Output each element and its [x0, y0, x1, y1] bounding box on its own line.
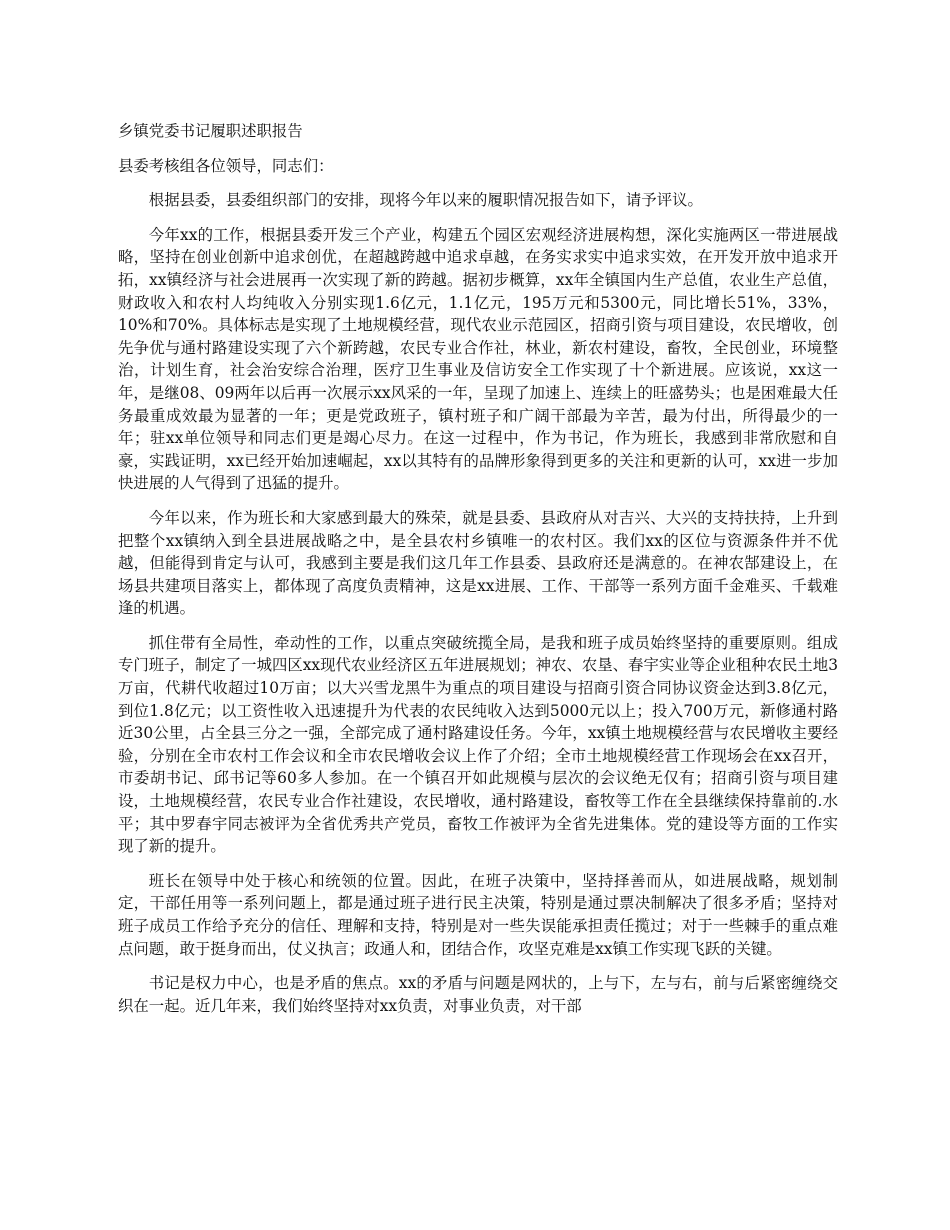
paragraph-intro: 根据县委，县委组织部门的安排，现将今年以来的履职情况报告如下，请予评议。	[148, 191, 703, 210]
salutation: 县委考核组各位领导，同志们：	[118, 156, 334, 175]
document-title: 乡镇党委书记履职述职报告	[118, 122, 303, 140]
paragraph-honor: 今年以来，作为班长和大家感到最大的殊荣，就是县委、县政府从对吉兴、大兴的支持扶持，上升到把整个xx镇纳入到全县进展战略之中，是全县农村乡镇唯一的农村区。我们xx的区位与资源条件并不优越，但能得到肯定与认可，我感到主要是我们这几年工作县委、县政府还是满意的。在神农郜建设上，在场县共建项目落实上，都体现了高度负责精神，这是xx进展、工作、干部等一系列方面千金难买、千载难逢的机遇。	[118, 508, 838, 618]
paragraph-conflicts: 书记是权力中心，也是矛盾的焦点。xx的矛盾与问题是网状的，上与下，左与右，前与后紧密缠绕交织在一起。近几年来，我们始终坚持对xx负责，对事业负责，对干部	[118, 974, 838, 1015]
paragraph-achievements: 今年xx的工作，根据县委开发三个产业，构建五个园区宏观经济进展构想，深化实施两区一带进展战略，坚持在创业创新中追求创优，在超越跨越中追求卓越，在务实求实中追求实效，在开发开放中追求开拓，xx镇经济与社会进展再一次实现了新的跨越。据初步概算，xx年全镇国内生产总值，农业生产总值，财政收入和农村人均纯收入分别实现1.6亿元，1.1亿元，195万元和5300元，同比增长51%，33%，10%和70%。具体标志是实现了土地规模经营，现代农业示范园区，招商引资与项目建设，农民增收，创先争优与通村路建设实现了六个新跨越，农民专业合作社，林业，新农村建设，畜牧，全民创业，环境整治，计划生育，社会治安综合治理，医疗卫生事业及信访安全工作实现了十个新进展。应该说，xx这一年，是继08、09两年以后再一次展示xx风采的一年，呈现了加速上、连续上的旺盛势头；也是困难最大任务最重成效最为显著的一年；更是党政班子，镇村班子和广阔干部最为辛苦，最为付出，所得最少的一年；驻xx单位领导和同志们更是竭心尽力。在这一过程中，作为书记，作为班长，我感到非常欣慰和自豪，实践证明，xx已经开始加速崛起，xx以其特有的品牌形象得到更多的关注和更新的认可，xx进一步加快进展的人气得到了迅猛的提升。	[118, 225, 838, 493]
document-page	[118, 120, 838, 1029]
paragraph-key-work: 抓住带有全局性，牵动性的工作，以重点突破统揽全局，是我和班子成员始终坚持的重要原则。组成专门班子，制定了一城四区xx现代农业经济区五年进展规划；神农、农垦、春宇实业等企业租种农民土地3万亩，代耕代收超过10万亩；以大兴雪龙黑牛为重点的项目建设与招商引资合同协议资金达到3.8亿元，到位1.8亿元；以工资性收入迅速提升为代表的农民纯收入达到5000元以上；投入700万元，新修通村路近30公里，占全县三分之一强，全部完成了通村路建设任务。今年，xx镇土地规模经营与农民增收主要经验，分别在全市农村工作会议和全市农民增收会议上作了介绍；全市土地规模经营工作现场会在xx召开，市委胡书记、邱书记等60多人参加。在一个镇召开如此规模与层次的会议绝无仅有；招商引资与项目建设，土地规模经营，农民专业合作社建设，农民增收，通村路建设，畜牧等工作在全县继续保持靠前的.水平；其中罗春宇同志被评为全省优秀共产党员，畜牧工作被评为全省先进集体。党的建设等方面的工作实现了新的提升。	[118, 633, 838, 856]
paragraph-leadership: 班长在领导中处于核心和统领的位置。因此，在班子决策中，坚持择善而从，如进展战略，规划制定，干部任用等一系列问题上，都是通过班子进行民主决策，特别是通过票决制解决了很多矛盾；坚持对班子成员工作给予充分的信任、理解和支持，特别是对一些失误能承担责任揽过；对于一些棘手的重点难点问题，敢于挺身而出，仗义执言；政通人和，团结合作，攻坚克难是xx镇工作实现飞跃的关键。	[118, 871, 838, 958]
